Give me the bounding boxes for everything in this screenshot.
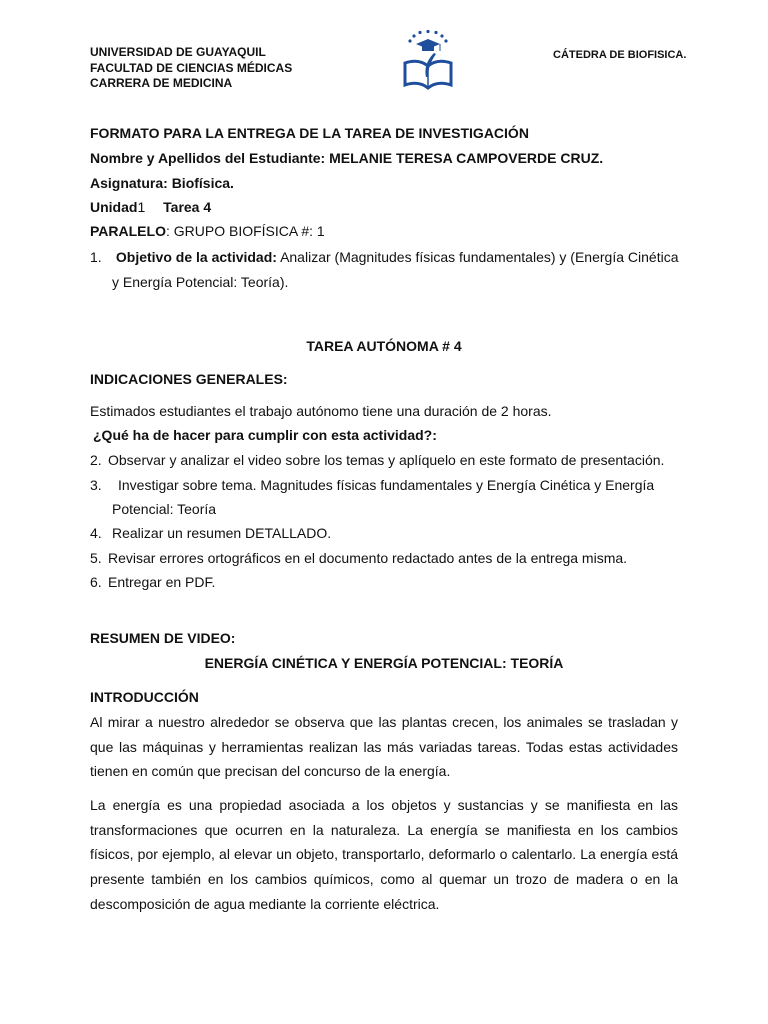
task-number: Tarea 4 <box>163 199 212 215</box>
introduction-heading: INTRODUCCIÓN <box>90 689 199 705</box>
chair-name: CÁTEDRA DE BIOFISICA. <box>553 49 687 61</box>
list-item: 5. Revisar errores ortográficos en el documento redactado antes de la entrega misma. <box>90 550 628 566</box>
objective-number: 1. <box>90 249 102 265</box>
instructions-intro: Estimados estudiantes el trabajo autónomo tiene una duración de 2 horas. <box>90 403 552 419</box>
video-summary-title: ENERGÍA CINÉTICA Y ENERGÍA POTENCIAL: TEORÍA <box>204 655 564 671</box>
objective-line <box>90 248 678 266</box>
introduction-paragraph-2: La energía es una propiedad asociada a los objetos y sustancias y se manifiesta en las transformaciones que ocurren en la naturaleza. La energía se manifiesta en los cambios físicos, por ejemplo, al elevar un objeto, transportarlo, deformarlo o calentarlo. La energía está presente también en los cambios químicos, como al quemar un trozo de madera o en la descomposición de agua mediante la corriente eléctrica. <box>90 797 678 912</box>
unit-value: 1 <box>137 199 146 215</box>
unit-label: Unidad <box>90 199 138 215</box>
student-label: Nombre y Apellidos del Estudiante: <box>90 150 326 166</box>
video-summary-heading: RESUMEN DE VIDEO: <box>90 630 236 646</box>
list-item: 6. Entregar en PDF. <box>90 574 216 590</box>
university-name: UNIVERSIDAD DE GUAYAQUIL <box>90 45 266 59</box>
objective-text: Analizar (Magnitudes físicas fundamentales) y (Energía Cinética <box>280 249 679 265</box>
list-item-continued: Potencial: Teoría <box>112 501 217 517</box>
student-line <box>90 149 603 167</box>
paralelo-value: : GRUPO BIOFÍSICA #: 1 <box>165 223 325 239</box>
institution-header <box>90 45 292 92</box>
career-name: CARRERA DE MEDICINA <box>90 76 233 90</box>
university-logo-icon <box>400 27 456 93</box>
task-title: TAREA AUTÓNOMA # 4 <box>306 338 462 354</box>
unit-line <box>90 198 211 216</box>
subject-label: Asignatura: <box>90 175 168 191</box>
general-instructions-heading: INDICACIONES GENERALES: <box>90 371 288 387</box>
faculty-name: FACULTAD DE CIENCIAS MÉDICAS <box>90 60 293 75</box>
instructions-question: ¿Qué ha de hacer para cumplir con esta actividad?: <box>93 427 437 443</box>
list-item: 3. Investigar sobre tema. Magnitudes físicas fundamentales y Energía Cinética y Energía <box>90 477 655 493</box>
paralelo-line <box>90 222 325 240</box>
objective-text-continued: y Energía Potencial: Teoría). <box>112 274 289 290</box>
paralelo-label: PARALELO <box>90 223 166 239</box>
subject-value: Biofísica. <box>171 175 234 191</box>
list-item: 2. Observar y analizar el video sobre los temas y aplíquelo en este formato de presentación. <box>90 452 665 468</box>
student-name: MELANIE TERESA CAMPOVERDE CRUZ. <box>329 150 604 166</box>
objective-label: Objetivo de la actividad: <box>115 249 277 265</box>
list-item: 4. Realizar un resumen DETALLADO. <box>90 525 332 541</box>
subject-line <box>90 174 234 192</box>
format-title: FORMATO PARA LA ENTREGA DE LA TAREA DE INVESTIGACIÓN <box>90 125 529 141</box>
introduction-paragraph-1: Al mirar a nuestro alrededor se observa que las plantas crecen, los animales se trasladan y que las máquinas y herramientas realizan las más variadas tareas. Todas estas actividades tienen en común que precisan del concurso de la energía. <box>90 714 678 780</box>
